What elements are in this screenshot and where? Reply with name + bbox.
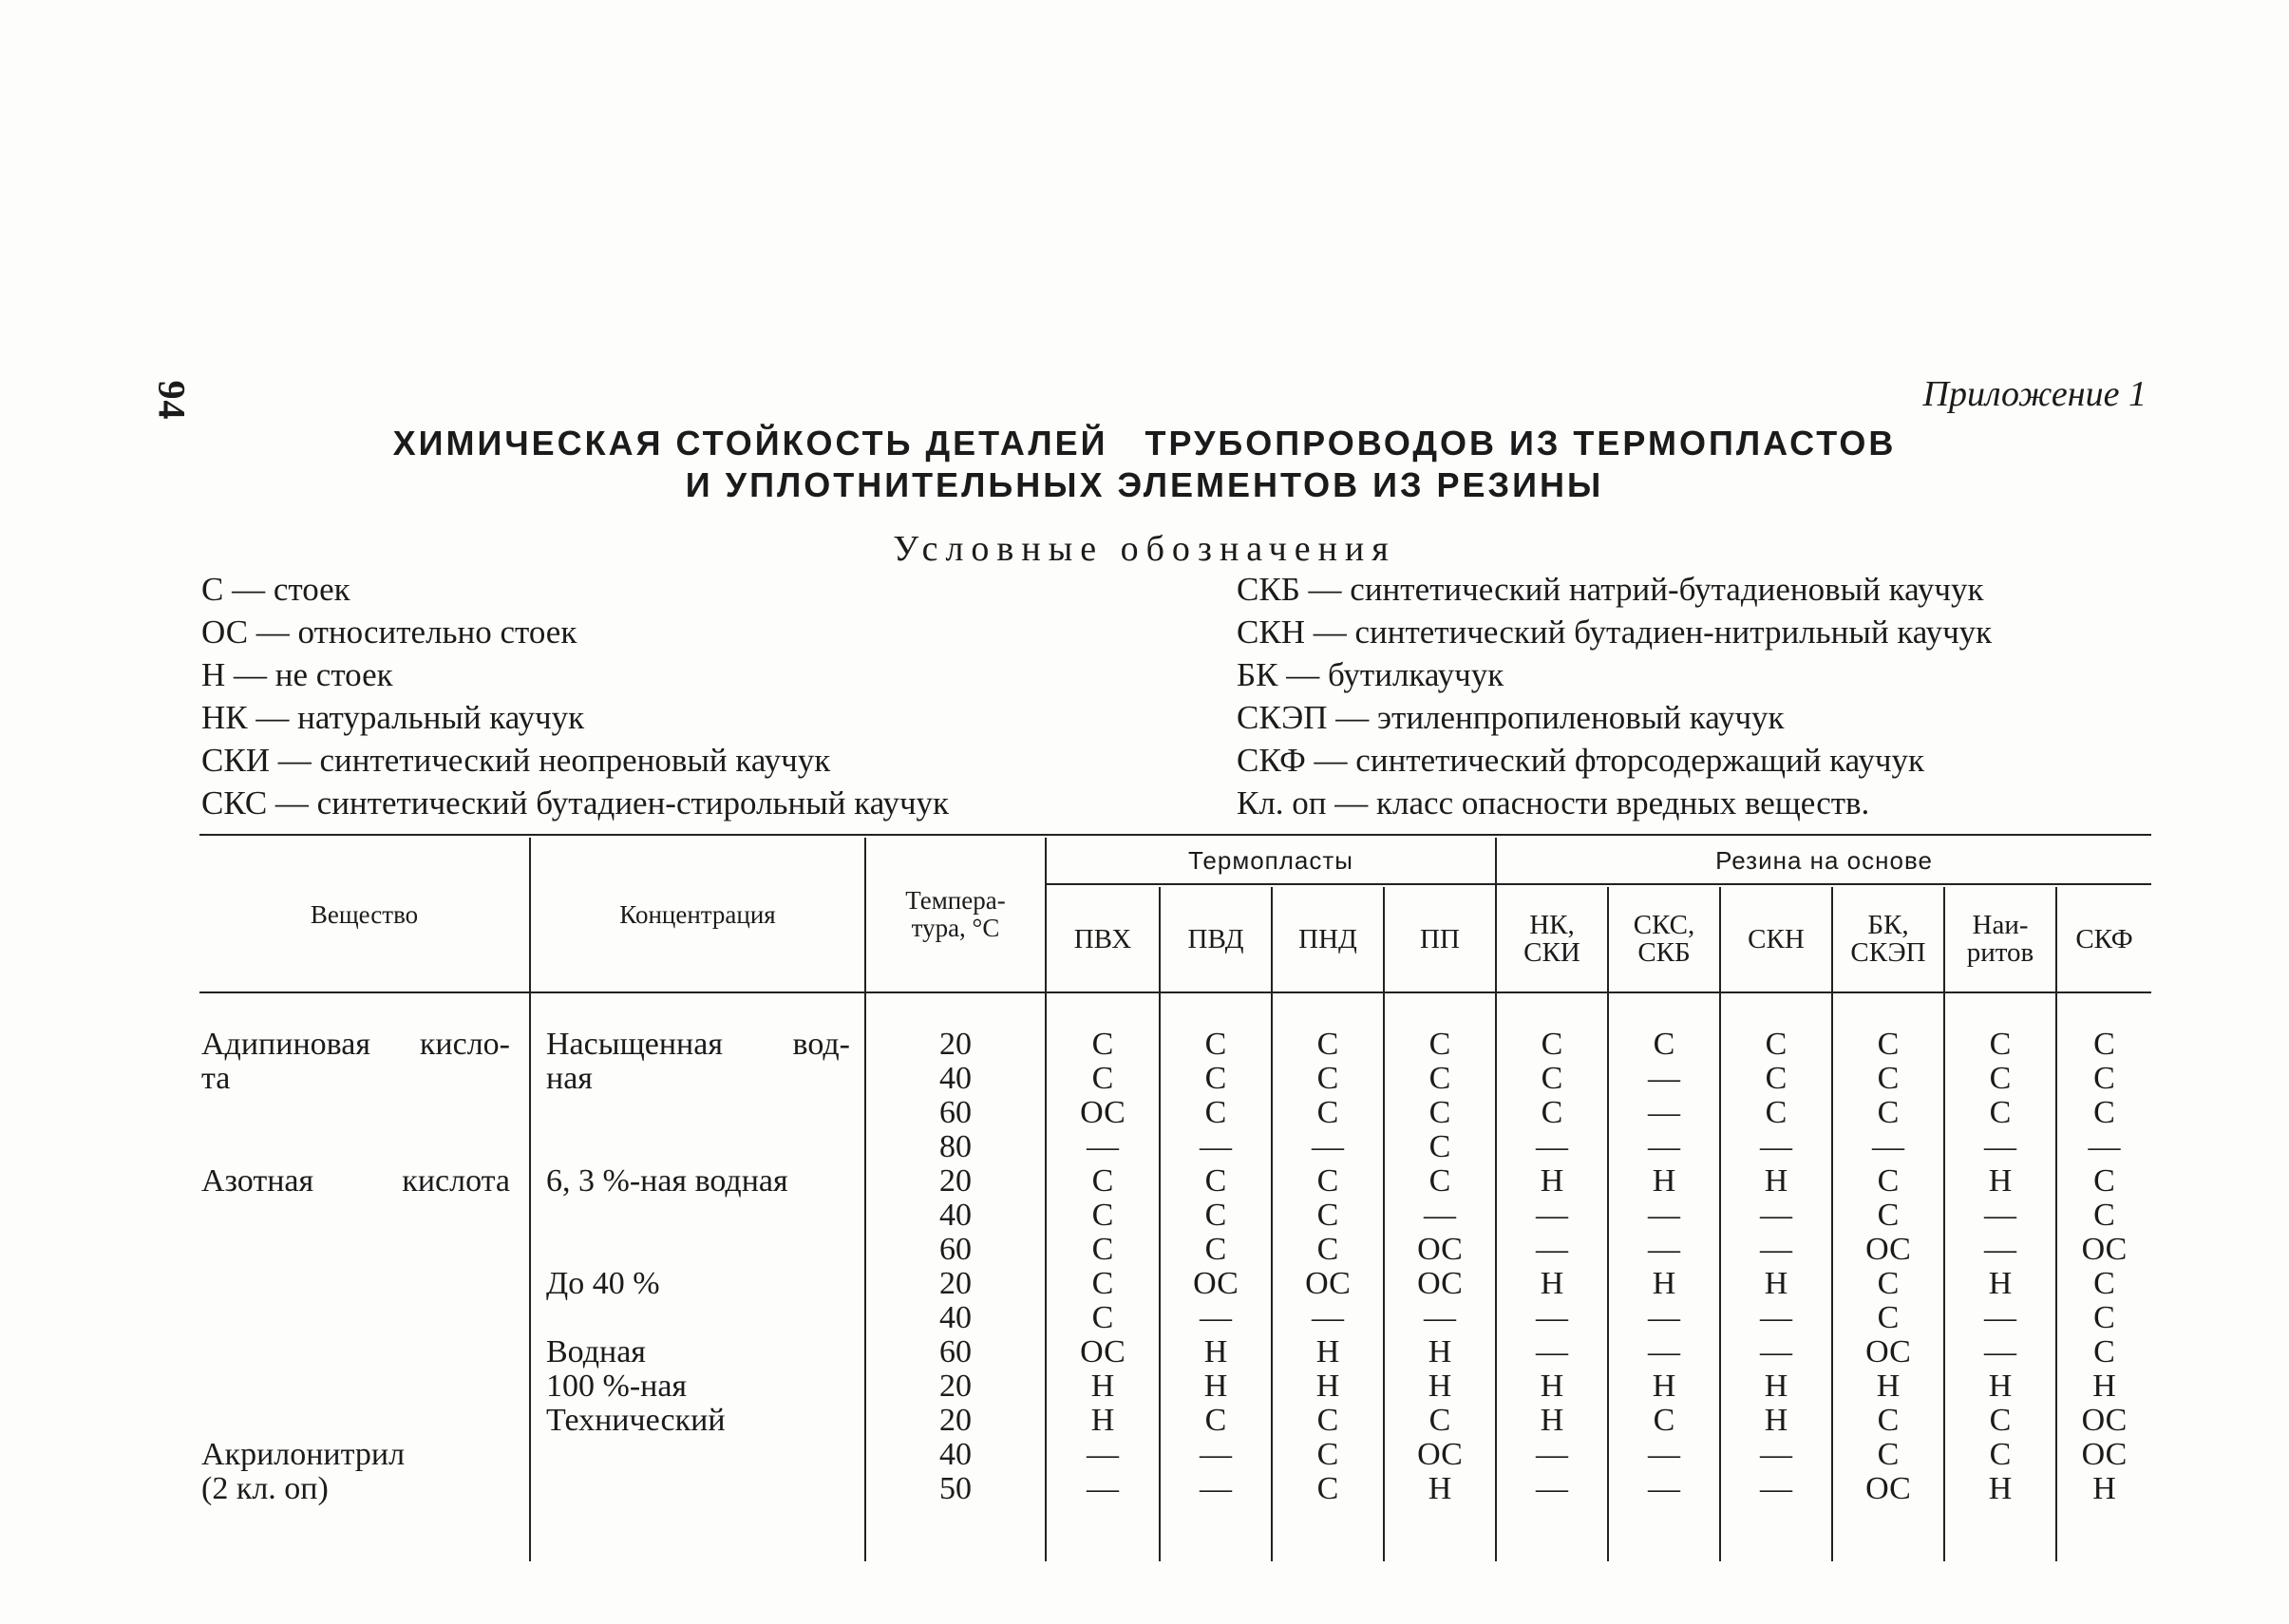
resistance-cell: С xyxy=(1541,1061,1563,1096)
resistance-cell: С xyxy=(1316,1437,1339,1472)
table-top-rule xyxy=(199,834,2151,836)
substance-name: (2 кл. оп) xyxy=(201,1471,329,1506)
legend-item: СКС — синтетический бутадиен-стирольный каучук xyxy=(201,784,950,821)
temperature-cell: 20 xyxy=(939,1369,972,1404)
resistance-cell: Н xyxy=(1764,1403,1788,1438)
header-col-6 xyxy=(1721,887,1831,991)
header-col-line: Наи- xyxy=(1972,910,2029,940)
resistance-cell: С xyxy=(1316,1232,1339,1267)
resistance-cell: — xyxy=(1760,1232,1792,1267)
resistance-cell: С xyxy=(1989,1027,2012,1062)
resistance-cell: ОС xyxy=(2081,1232,2128,1267)
resistance-cell: Н xyxy=(2092,1369,2116,1404)
resistance-cell: С xyxy=(1316,1403,1339,1438)
resistance-cell: Н xyxy=(1315,1334,1340,1369)
header-concentration: Концентрация xyxy=(619,899,776,929)
resistance-cell: Н xyxy=(1764,1266,1788,1301)
resistance-cell: ОС xyxy=(1080,1095,1126,1130)
resistance-cell: С xyxy=(1091,1027,1114,1062)
temperature-cell: 20 xyxy=(939,1027,972,1062)
resistance-cell: С xyxy=(1877,1300,1900,1335)
temperature-cell: 50 xyxy=(939,1471,972,1506)
header-col-1: ПВД xyxy=(1187,923,1244,954)
temperature-cell: 60 xyxy=(939,1232,972,1267)
resistance-cell: С xyxy=(2093,1198,2115,1233)
page-number: 94 xyxy=(150,380,194,421)
header-col-8 xyxy=(1945,887,2055,991)
header-col-2: ПНД xyxy=(1298,923,1357,954)
resistance-cell: — xyxy=(1312,1300,1344,1335)
resistance-cell: С xyxy=(1877,1198,1900,1233)
appendix-label: Приложение 1 xyxy=(1922,374,2147,414)
resistance-cell: — xyxy=(1200,1300,1232,1335)
resistance-cell: С xyxy=(1204,1027,1227,1062)
header-col-7 xyxy=(1833,887,1943,991)
concentration-value: Водная xyxy=(546,1334,646,1369)
resistance-cell: С xyxy=(1428,1027,1451,1062)
resistance-cell: — xyxy=(1648,1471,1680,1506)
header-col-0: ПВХ xyxy=(1073,923,1132,954)
resistance-cell: С xyxy=(1204,1061,1227,1096)
temperature-cell: 20 xyxy=(939,1163,972,1199)
resistance-cell: — xyxy=(1984,1300,2016,1335)
resistance-cell: С xyxy=(1428,1403,1451,1438)
resistance-cell: Н xyxy=(1988,1471,2013,1506)
header-col-line: СКФ xyxy=(2075,923,2133,954)
resistance-cell: — xyxy=(1648,1334,1680,1369)
resistance-cell: С xyxy=(1428,1129,1451,1164)
resistance-cell: — xyxy=(1984,1232,2016,1267)
header-group-rule xyxy=(1045,883,2151,885)
resistance-cell: С xyxy=(1428,1095,1451,1130)
legend-item: БК — бутилкаучук xyxy=(1237,656,1504,693)
resistance-cell: С xyxy=(1316,1095,1339,1130)
temperature-cell: 60 xyxy=(939,1334,972,1369)
resistance-cell: — xyxy=(1536,1129,1568,1164)
resistance-cell: — xyxy=(1872,1129,1904,1164)
temperature-cell: 40 xyxy=(939,1300,972,1335)
legend-item: СКФ — синтетический фторсодержащий каучук xyxy=(1237,742,1925,779)
resistance-cell: Н xyxy=(1203,1369,1228,1404)
resistance-cell: — xyxy=(1648,1095,1680,1130)
resistance-cell: ОС xyxy=(1080,1334,1126,1369)
resistance-cell: С xyxy=(2093,1095,2115,1130)
header-col-line: СКБ xyxy=(1637,937,1691,968)
resistance-cell: — xyxy=(2088,1129,2121,1164)
legend-left-column xyxy=(201,568,949,824)
header-col-line: СКЭП xyxy=(1850,937,1926,968)
resistance-cell: С xyxy=(1091,1300,1114,1335)
resistance-cell: С xyxy=(1989,1403,2012,1438)
resistance-cell: — xyxy=(1984,1129,2016,1164)
temperature-cell: 40 xyxy=(939,1061,972,1096)
resistance-cell: С xyxy=(1316,1198,1339,1233)
resistance-cell: С xyxy=(1877,1027,1900,1062)
resistance-cell: — xyxy=(1760,1198,1792,1233)
resistance-cell: ОС xyxy=(2081,1403,2128,1438)
header-temperature-line: Темпера- xyxy=(905,886,1006,915)
resistance-cell: — xyxy=(1648,1061,1680,1096)
concentration-value: 100 %-ная xyxy=(546,1369,688,1404)
resistance-cell: С xyxy=(1877,1061,1900,1096)
resistance-cell: С xyxy=(1204,1198,1227,1233)
substance-name: та xyxy=(201,1061,231,1096)
resistance-cell: С xyxy=(1204,1232,1227,1267)
resistance-cell: — xyxy=(1087,1129,1119,1164)
resistance-cell: С xyxy=(2093,1027,2115,1062)
resistance-cell: С xyxy=(1091,1198,1114,1233)
temperature-cell: 20 xyxy=(939,1403,972,1438)
resistance-cell: — xyxy=(1087,1471,1119,1506)
resistance-cell: С xyxy=(1541,1027,1563,1062)
temperature-cell: 20 xyxy=(939,1266,972,1301)
resistance-cell: Н xyxy=(1988,1163,2013,1199)
header-col-line: НК, xyxy=(1529,910,1575,940)
resistance-cell: — xyxy=(1536,1334,1568,1369)
resistance-cell: ОС xyxy=(1193,1266,1239,1301)
header-thermoplastics: Термопласты xyxy=(1188,845,1353,875)
header-col-line: СКС, xyxy=(1633,910,1695,940)
resistance-cell: С xyxy=(1091,1061,1114,1096)
substance-name: Азотная кислота xyxy=(201,1163,510,1199)
resistance-cell: Н xyxy=(1315,1369,1340,1404)
resistance-cell: Н xyxy=(1428,1334,1452,1369)
resistance-cell: Н xyxy=(1090,1369,1115,1404)
resistance-cell: — xyxy=(1648,1300,1680,1335)
resistance-cell: С xyxy=(1428,1163,1451,1199)
resistance-cell: Н xyxy=(1428,1369,1452,1404)
header-col-line: ритов xyxy=(1966,937,2034,968)
resistance-cell: ОС xyxy=(2081,1437,2128,1472)
legend-item: НК — натуральный каучук xyxy=(201,699,585,736)
resistance-cell: С xyxy=(1877,1163,1900,1199)
concentration-value: До 40 % xyxy=(546,1266,660,1301)
resistance-cell: Н xyxy=(1203,1334,1228,1369)
resistance-cell: С xyxy=(1091,1163,1114,1199)
concentration-value: 6, 3 %-ная водная xyxy=(546,1163,788,1199)
resistance-cell: С xyxy=(1428,1061,1451,1096)
substance-name: Акрилонитрил xyxy=(201,1437,406,1472)
resistance-cell: — xyxy=(1536,1437,1568,1472)
resistance-cell: Н xyxy=(1428,1471,1452,1506)
temperature-cell: 80 xyxy=(939,1129,972,1164)
resistance-cell: Н xyxy=(1540,1369,1564,1404)
resistance-cell: — xyxy=(1536,1300,1568,1335)
resistance-cell: С xyxy=(1877,1437,1900,1472)
resistance-cell: С xyxy=(1316,1027,1339,1062)
header-rubber: Резина на основе xyxy=(1715,845,1933,875)
header-col-4 xyxy=(1497,887,1607,991)
resistance-cell: С xyxy=(1765,1095,1788,1130)
legend-item: СКН — синтетический бутадиен-нитрильный каучук xyxy=(1237,614,1993,651)
resistance-cell: С xyxy=(1989,1095,2012,1130)
resistance-cell: С xyxy=(2093,1266,2115,1301)
resistance-cell: Н xyxy=(1764,1369,1788,1404)
legend-item: СКБ — синтетический натрий-бутадиеновый каучук xyxy=(1237,571,1984,608)
resistance-cell: С xyxy=(1091,1232,1114,1267)
legend-item: С — стоек xyxy=(201,571,350,608)
resistance-cell: ОС xyxy=(1865,1334,1911,1369)
resistance-cell: С xyxy=(1877,1095,1900,1130)
substance-name: Адипиновая кисло- xyxy=(201,1027,510,1062)
temperature-cell: 60 xyxy=(939,1095,972,1130)
resistance-cell: С xyxy=(1204,1095,1227,1130)
legend-item: СКЭП — этиленпропиленовый каучук xyxy=(1237,699,1785,736)
resistance-cell: С xyxy=(1204,1403,1227,1438)
resistance-cell: С xyxy=(1877,1266,1900,1301)
header-col-line: СКН xyxy=(1748,923,1805,954)
resistance-cell: С xyxy=(2093,1163,2115,1199)
resistance-cell: Н xyxy=(1988,1266,2013,1301)
resistance-cell: — xyxy=(1760,1300,1792,1335)
legend-item: Н — не стоек xyxy=(201,656,393,693)
resistance-cell: — xyxy=(1984,1334,2016,1369)
header-substance: Вещество xyxy=(310,899,419,929)
resistance-cell: ОС xyxy=(1417,1232,1463,1267)
resistance-cell: С xyxy=(1765,1061,1788,1096)
resistance-cell: ОС xyxy=(1865,1232,1911,1267)
header-temperature-line: тура, °С xyxy=(911,914,1000,942)
header-col-line: БК, xyxy=(1867,910,1909,940)
resistance-cell: С xyxy=(1765,1027,1788,1062)
concentration-value: Насыщенная вод- xyxy=(546,1027,850,1062)
resistance-cell: С xyxy=(1653,1403,1675,1438)
resistance-cell: С xyxy=(1316,1163,1339,1199)
concentration-value: ная xyxy=(546,1061,593,1096)
resistance-cell: Н xyxy=(1540,1163,1564,1199)
legend-heading: Условные обозначения xyxy=(893,529,1396,569)
resistance-cell: — xyxy=(1760,1471,1792,1506)
resistance-cell: — xyxy=(1087,1437,1119,1472)
resistance-cell: С xyxy=(1877,1403,1900,1438)
resistance-cell: С xyxy=(1541,1095,1563,1130)
document-title-line-2: И УПЛОТНИТЕЛЬНЫХ ЭЛЕМЕНТОВ ИЗ РЕЗИНЫ xyxy=(685,465,1604,504)
temperature-cell: 40 xyxy=(939,1198,972,1233)
resistance-cell: ОС xyxy=(1865,1471,1911,1506)
resistance-cell: ОС xyxy=(1417,1437,1463,1472)
resistance-cell: — xyxy=(1536,1471,1568,1506)
header-col-5 xyxy=(1609,887,1719,991)
legend-item: ОС — относительно стоек xyxy=(201,614,577,651)
resistance-cell: — xyxy=(1200,1437,1232,1472)
resistance-cell: С xyxy=(1204,1163,1227,1199)
resistance-cell: Н xyxy=(1876,1369,1901,1404)
resistance-cell: — xyxy=(1984,1198,2016,1233)
resistance-cell: Н xyxy=(1652,1266,1676,1301)
resistance-cell: С xyxy=(1989,1437,2012,1472)
resistance-cell: Н xyxy=(1652,1163,1676,1199)
header-temperature xyxy=(866,838,1045,991)
resistance-cell: С xyxy=(1316,1471,1339,1506)
resistance-cell: С xyxy=(2093,1061,2115,1096)
legend-item: СКИ — синтетический неопреновый каучук xyxy=(201,742,831,779)
resistance-cell: Н xyxy=(1540,1403,1564,1438)
resistance-cell: ОС xyxy=(1417,1266,1463,1301)
resistance-cell: — xyxy=(1648,1129,1680,1164)
resistance-cell: — xyxy=(1424,1300,1456,1335)
header-col-9 xyxy=(2057,887,2151,991)
concentration-value: Технический xyxy=(546,1403,726,1438)
resistance-cell: — xyxy=(1312,1129,1344,1164)
resistance-cell: С xyxy=(1653,1027,1675,1062)
document-title-line-1: ХИМИЧЕСКАЯ СТОЙКОСТЬ ДЕТАЛЕЙ ТРУБОПРОВОДОВ ИЗ ТЕРМОПЛАСТОВ xyxy=(392,424,1897,463)
resistance-cell: Н xyxy=(1090,1403,1115,1438)
resistance-cell: Н xyxy=(2092,1471,2116,1506)
resistance-cell: — xyxy=(1648,1232,1680,1267)
header-bottom-rule xyxy=(199,991,2151,993)
resistance-cell: — xyxy=(1200,1129,1232,1164)
resistance-cell: — xyxy=(1648,1437,1680,1472)
legend-right-column xyxy=(1237,568,1992,824)
resistance-cell: — xyxy=(1760,1334,1792,1369)
resistance-cell: — xyxy=(1424,1198,1456,1233)
header-col-line: СКИ xyxy=(1523,937,1580,968)
resistance-cell: С xyxy=(1316,1061,1339,1096)
resistance-cell: — xyxy=(1648,1198,1680,1233)
resistance-cell: С xyxy=(1989,1061,2012,1096)
resistance-cell: — xyxy=(1536,1198,1568,1233)
header-col-3: ПП xyxy=(1420,923,1460,954)
resistance-cell: Н xyxy=(1540,1266,1564,1301)
legend-item: Кл. оп — класс опасности вредных веществ. xyxy=(1237,784,1870,821)
resistance-cell: С xyxy=(2093,1334,2115,1369)
resistance-cell: ОС xyxy=(1305,1266,1351,1301)
resistance-cell: Н xyxy=(1652,1369,1676,1404)
resistance-cell: С xyxy=(2093,1300,2115,1335)
resistance-cell: — xyxy=(1760,1437,1792,1472)
resistance-cell: С xyxy=(1091,1266,1114,1301)
resistance-cell: — xyxy=(1536,1232,1568,1267)
resistance-cell: — xyxy=(1200,1471,1232,1506)
resistance-cell: — xyxy=(1760,1129,1792,1164)
resistance-cell: Н xyxy=(1988,1369,2013,1404)
temperature-cell: 40 xyxy=(939,1437,972,1472)
resistance-cell: Н xyxy=(1764,1163,1788,1199)
